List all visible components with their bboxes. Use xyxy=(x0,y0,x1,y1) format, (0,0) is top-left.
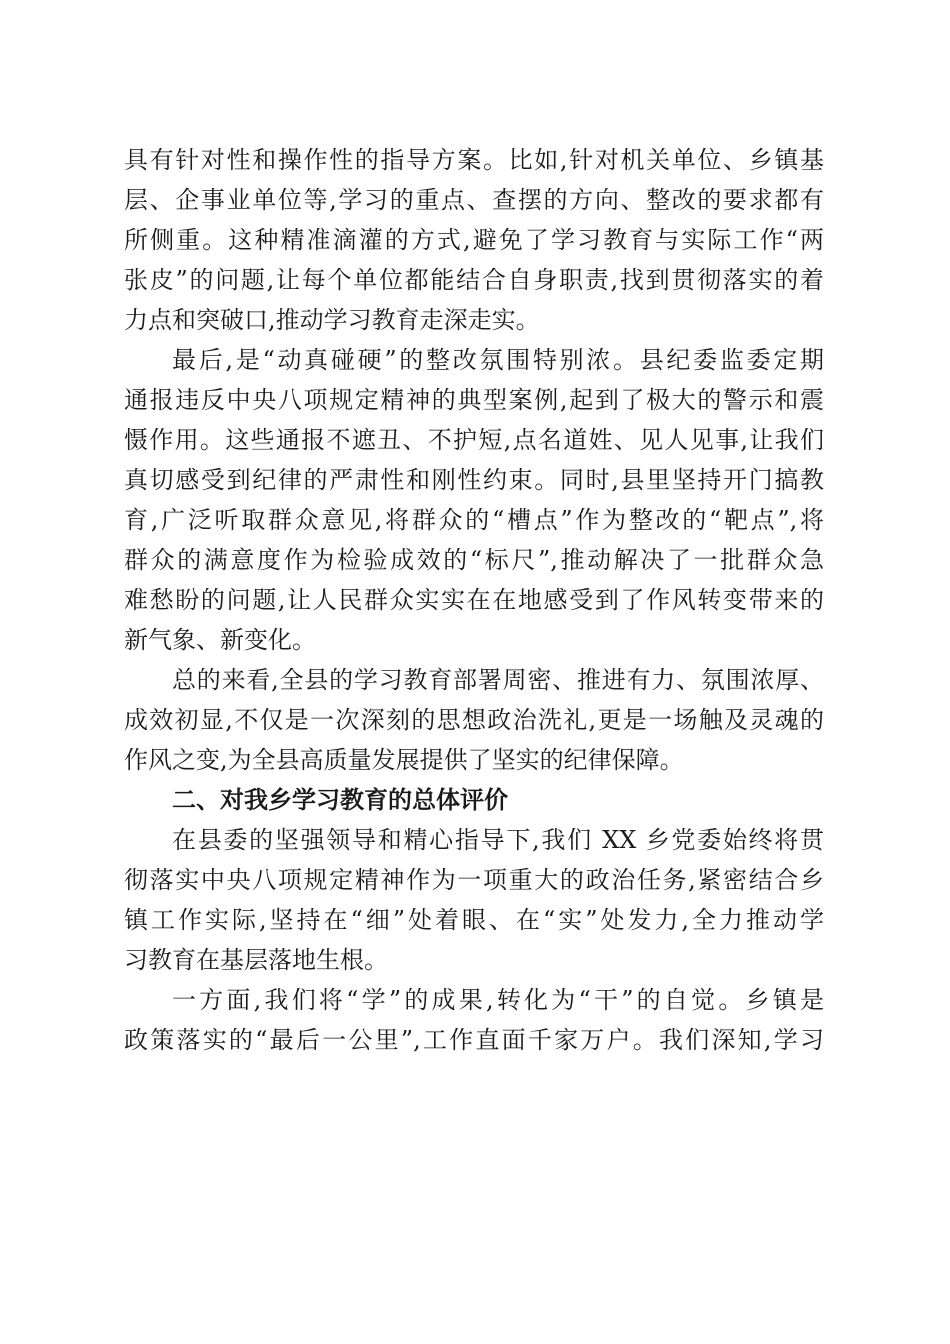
paragraph-line: 所侧重。这种精准滴灌的方式,避免了学习教育与实际工作“两 xyxy=(124,226,824,254)
paragraph-line: 慑作用。这些通报不遮丑、不护短,点名道姓、见人见事,让我们 xyxy=(124,426,824,454)
paragraph-line: 镇工作实际,坚持在“细”处着眼、在“实”处发力,全力推动学 xyxy=(124,906,824,934)
paragraph-line: 通报违反中央八项规定精神的典型案例,起到了极大的警示和震 xyxy=(124,386,824,414)
paragraph-line: 群众的满意度作为检验成效的“标尺”,推动解决了一批群众急 xyxy=(124,546,824,574)
paragraph-line: 最后,是“动真碰硬”的整改氛围特别浓。县纪委监委定期 xyxy=(172,346,824,374)
paragraph-line: 成效初显,不仅是一次深刻的思想政治洗礼,更是一场触及灵魂的 xyxy=(124,706,824,734)
paragraph-line: 新气象、新变化。 xyxy=(124,626,316,654)
document-body xyxy=(124,140,824,1060)
paragraph-line: 张皮”的问题,让每个单位都能结合自身职责,找到贯彻落实的着 xyxy=(124,266,824,294)
paragraph-line: 育,广泛听取群众意见,将群众的“槽点”作为整改的“靶点”,将 xyxy=(124,506,824,534)
paragraph-line: 习教育在基层落地生根。 xyxy=(124,946,388,974)
paragraph-line: 具有针对性和操作性的指导方案。比如,针对机关单位、乡镇基 xyxy=(124,146,824,174)
paragraph-line: 难愁盼的问题,让人民群众实实在在地感受到了作风转变带来的 xyxy=(124,586,824,614)
paragraph-line: 彻落实中央八项规定精神作为一项重大的政治任务,紧密结合乡 xyxy=(124,866,824,894)
paragraph-line: 层、企事业单位等,学习的重点、查摆的方向、整改的要求都有 xyxy=(124,186,824,214)
paragraph-line: 真切感受到纪律的严肃性和刚性约束。同时,县里坚持开门搞教 xyxy=(124,466,824,494)
paragraph-line: 总的来看,全县的学习教育部署周密、推进有力、氛围浓厚、 xyxy=(172,666,824,694)
paragraph-line: 力点和突破口,推动学习教育走深走实。 xyxy=(124,306,540,334)
paragraph-line: 在县委的坚强领导和精心指导下,我们 XX 乡党委始终将贯 xyxy=(172,826,824,854)
paragraph-line: 作风之变,为全县高质量发展提供了坚实的纪律保障。 xyxy=(124,746,684,774)
paragraph-line: 政策落实的“最后一公里”,工作直面千家万户。我们深知,学习 xyxy=(124,1026,824,1054)
paragraph-line: 一方面,我们将“学”的成果,转化为“干”的自觉。乡镇是 xyxy=(172,986,824,1014)
section-heading: 二、对我乡学习教育的总体评价 xyxy=(172,786,508,814)
